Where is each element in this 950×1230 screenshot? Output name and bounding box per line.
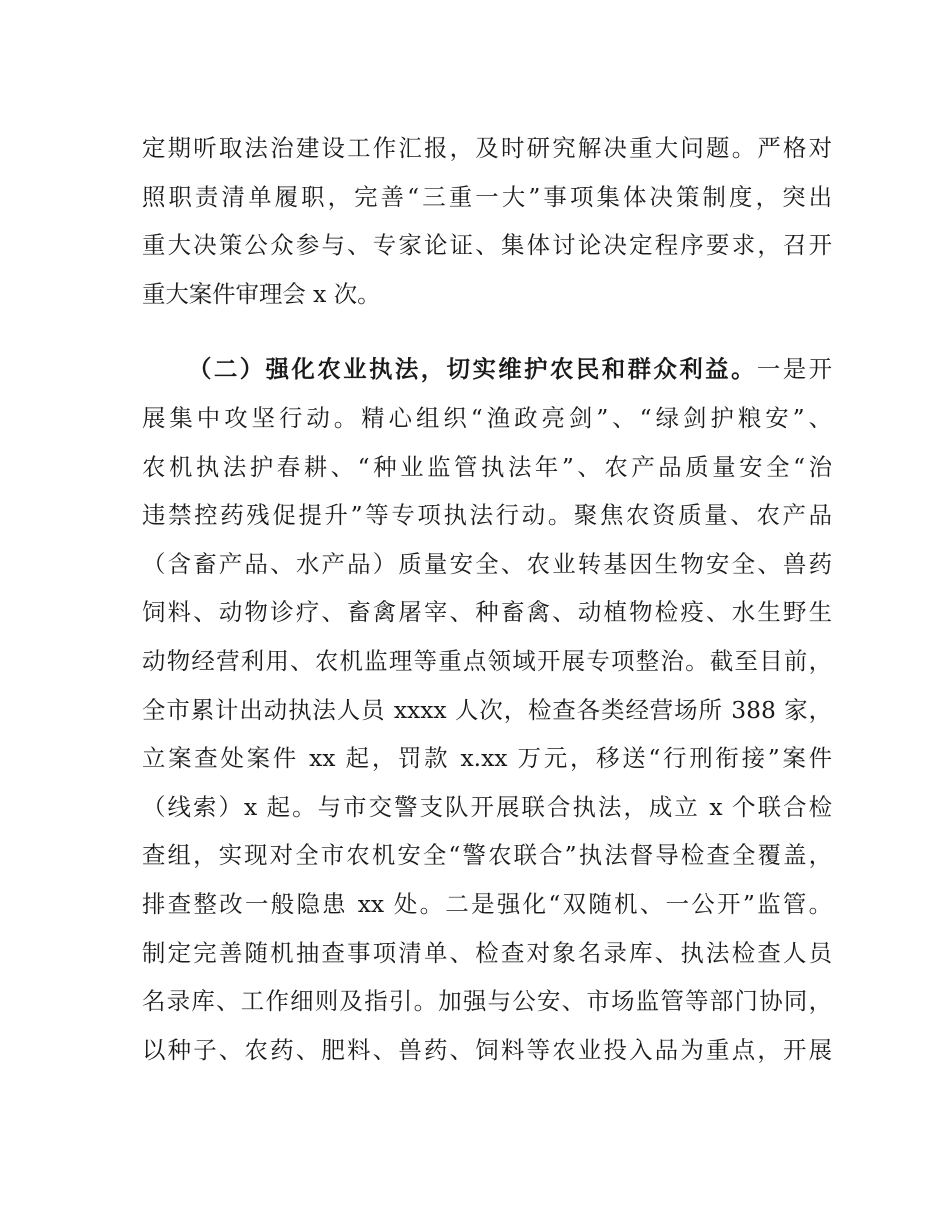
text-line: 排查整改一般隐患 xx 处。二是强化“双随机、一公开”监管。 — [142, 889, 832, 918]
paragraph-1 — [142, 124, 832, 318]
section-heading: （二）强化农业执法，切实维护农民和群众利益。 — [188, 355, 757, 384]
text-line: （线索）x 起。与市交警支队开展联合执法，成立 x 个联合检 — [142, 792, 832, 821]
text-line-first — [142, 345, 832, 394]
text-line: 以种子、农药、肥料、兽药、饲料等农业投入品为重点，开展 — [142, 1035, 832, 1064]
text-line: 农机执法护春耕、“种业监管执法年”、农产品质量安全“治 — [142, 452, 832, 481]
document-body — [142, 124, 832, 1074]
text-line: 重大决策公众参与、专家论证、集体讨论决定程序要求，召开 — [142, 231, 832, 260]
text-line: 饲料、动物诊疗、畜禽屠宰、种畜禽、动植物检疫、水生野生 — [142, 598, 832, 627]
text-line: 制定完善随机抽查事项清单、检查对象名录库、执法检查人员 — [142, 938, 832, 967]
text-line: 违禁控药残促提升”等专项执法行动。聚焦农资质量、农产品 — [142, 501, 832, 530]
text-line: 全市累计出动执法人员 xxxx 人次，检查各类经营场所 388 家， — [142, 695, 832, 724]
text-line: 重大案件审理会 x 次。 — [142, 279, 381, 308]
text-line: 照职责清单履职，完善“三重一大”事项集体决策制度，突出 — [142, 182, 832, 211]
text-line: 查组，实现对全市农机安全“警农联合”执法督导检查全覆盖， — [142, 841, 832, 870]
text-line: 动物经营利用、农机监理等重点领域开展专项整治。截至目前， — [142, 646, 832, 675]
text-line: 名录库、工作细则及指引。加强与公安、市场监管等部门协同， — [142, 987, 832, 1016]
text-line: （含畜产品、水产品）质量安全、农业转基因生物安全、兽药 — [142, 549, 832, 578]
text-line: 定期听取法治建设工作汇报，及时研究解决重大问题。严格对 — [142, 134, 832, 162]
paragraph-2 — [142, 345, 832, 1074]
paragraph-spacer — [142, 318, 832, 345]
text-line: 展集中攻坚行动。精心组织“渔政亮剑”、“绿剑护粮安”、 — [142, 403, 832, 432]
text-line: 立案查处案件 xx 起，罚款 x.xx 万元，移送“行刑衔接”案件 — [142, 744, 832, 773]
heading-line-rest: 一是开 — [756, 355, 832, 384]
